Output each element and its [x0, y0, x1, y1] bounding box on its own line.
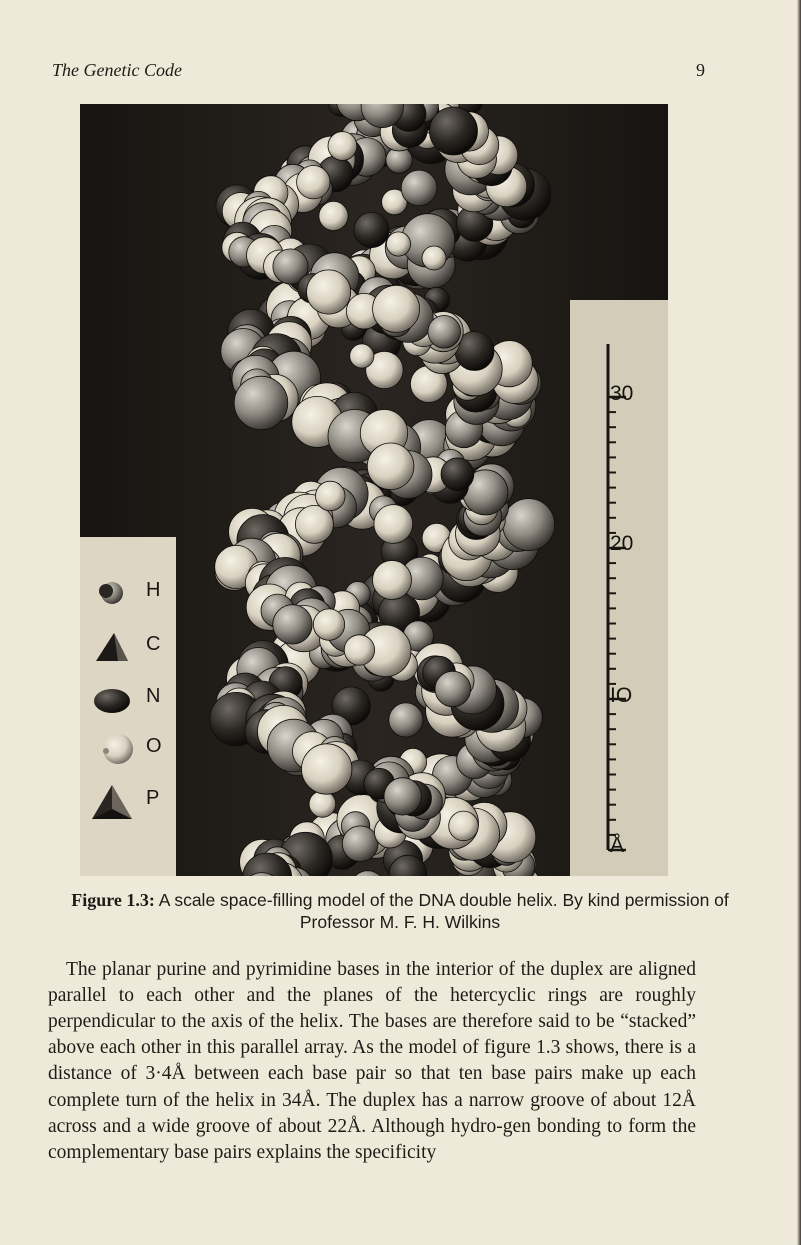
helix-atom-sphere: [373, 561, 412, 600]
legend-label-c: C: [146, 633, 161, 655]
helix-atom-sphere: [384, 778, 421, 815]
helix-atom-sphere: [430, 107, 478, 155]
caption-figure-number: Figure 1.3:: [71, 890, 155, 910]
helix-atom-sphere: [316, 481, 346, 511]
legend-label-o: O: [146, 735, 162, 757]
helix-atom-sphere: [273, 605, 312, 644]
legend-item-nitrogen: [88, 679, 170, 719]
helix-atom-sphere: [307, 270, 351, 314]
helix-atom-sphere: [449, 811, 479, 841]
helix-atom-sphere: [350, 344, 374, 368]
angstrom-scale-bar: [570, 300, 668, 876]
legend-label-h: H: [146, 579, 161, 601]
helix-atom-sphere: [373, 285, 420, 332]
running-head: [52, 60, 705, 81]
helix-atom-sphere: [295, 505, 333, 543]
helix-atom-sphere: [344, 635, 374, 665]
scale-label-unit: Å: [610, 834, 625, 857]
helix-atom-sphere: [302, 744, 352, 794]
helix-atom-sphere: [386, 232, 410, 256]
helix-atom-sphere: [422, 246, 446, 270]
legend-label-n: N: [146, 685, 161, 707]
scale-label-10: IO: [610, 684, 633, 707]
body-paragraph: The planar purine and pyrimidine bases in the interior of the duplex are aligned parallel to each other and the planes of the hetercyclic rings are roughly perpendicular to the axis of the helix. The bases are therefore said to be “stacked” above each other in this parallel array. As the model of figure 1.3 shows, there is a distance of 3·4Å between each base pair so that ten base pairs make up each complete turn of the helix in 34Å. The duplex has a narrow groove of about 12Å across and a wide groove of about 22Å. Although hydro-gen bonding to form the complementary base pairs explains the specificity: [48, 958, 696, 1163]
page-edge: [797, 0, 801, 1245]
legend-item-carbon: [88, 627, 170, 667]
helix-atom-sphere: [503, 499, 555, 551]
helix-atom-sphere: [319, 201, 348, 230]
helix-atom-sphere: [435, 671, 471, 707]
helix-atom-sphere: [313, 609, 344, 640]
legend-item-phosphorus: [88, 781, 170, 821]
helix-atom-sphere: [234, 376, 288, 430]
legend-item-hydrogen: [88, 573, 170, 613]
dna-model-photograph: [80, 104, 668, 876]
helix-atom-sphere: [328, 132, 357, 161]
legend-label-p: P: [146, 787, 160, 809]
helix-atom-sphere: [342, 826, 378, 862]
atom-legend: [80, 537, 176, 876]
caption-text: A scale space-filling model of the DNA double helix. By kind permission of Professor M. F. H. Wilkins: [154, 890, 729, 932]
legend-item-oxygen: [88, 729, 170, 769]
helix-atom-sphere: [354, 212, 389, 247]
scale-label-20: 20: [610, 532, 634, 555]
helix-atom-sphere: [374, 505, 413, 544]
running-title: The Genetic Code: [52, 60, 182, 80]
helix-atom-sphere: [297, 166, 330, 199]
helix-atom-sphere: [428, 316, 461, 349]
page-number: 9: [696, 60, 705, 80]
helix-atom-sphere: [401, 170, 437, 206]
helix-atom-sphere: [367, 443, 414, 490]
helix-atom-sphere: [309, 791, 336, 818]
figure-caption: [60, 889, 740, 933]
helix-atom-sphere: [389, 703, 423, 737]
helix-atom-sphere: [441, 458, 474, 491]
scale-label-30: 30: [610, 382, 634, 405]
